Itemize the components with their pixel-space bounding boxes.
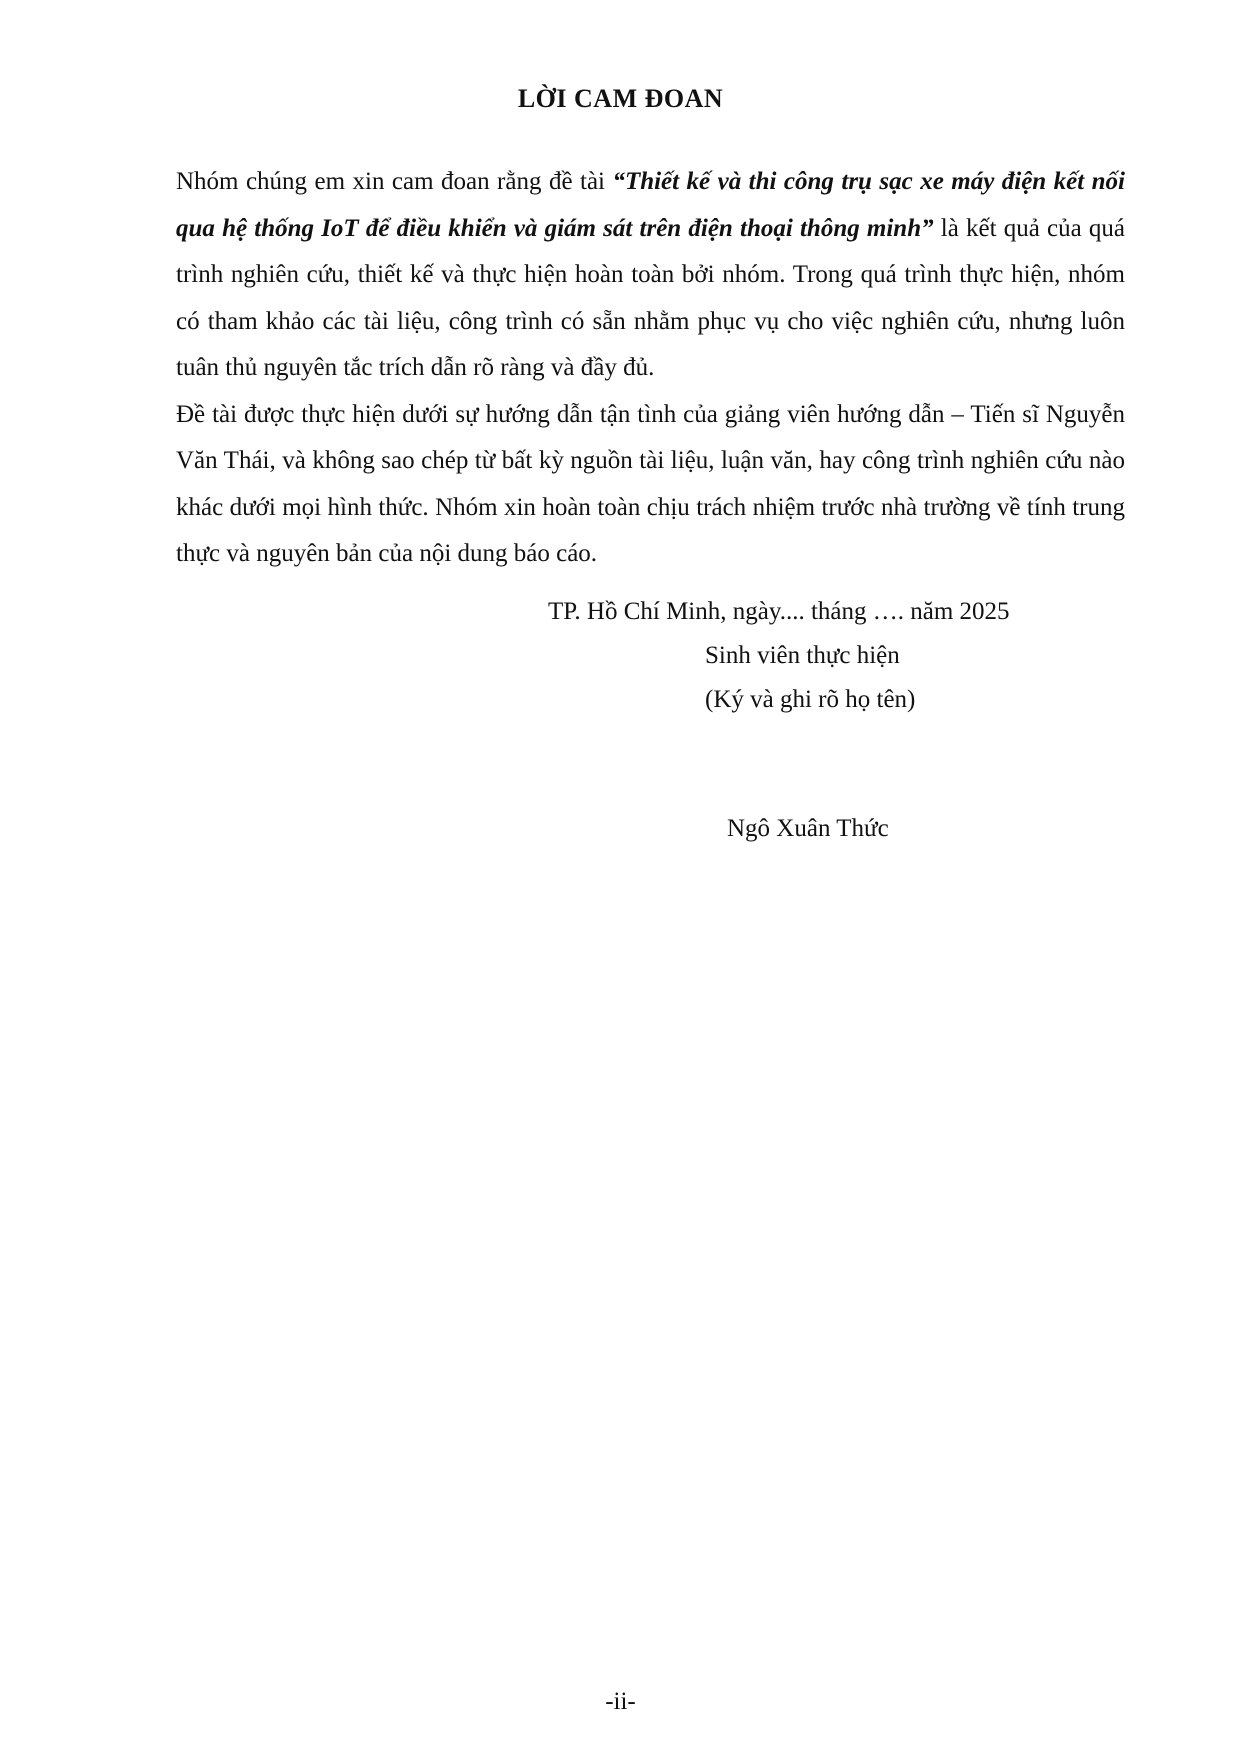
declaration-paragraph-2: Đề tài được thực hiện dưới sự hướng dẫn tận tình của giảng viên hướng dẫn – Tiến sĩ Nguyễn Văn Thái, và không sao chép từ bất kỳ nguồn tài liệu, luận văn, hay công trình nghiên cứu nào khác dưới mọi hình thức. Nhóm xin hoàn toàn chịu trách nhiệm trước nhà trường về tính trung thực và nguyên bản của nội dung báo cáo. [176, 400, 1125, 567]
signature-note: (Ký và ghi rõ họ tên) [705, 686, 916, 713]
paragraph-1-suffix: là kết quả của quá trình nghiên cứu, thiết kế và thực hiện hoàn toàn bởi nhóm. Trong quá trình thực hiện, nhóm có tham khảo các tài liệu, công trình có sẵn nhằm phục vụ cho việc nghiên cứu, nhưng luôn tuân thủ nguyên tắc trích dẫn rõ ràng và đầy đủ. [176, 214, 1125, 381]
project-title: “Thiết kế và thi công trụ sạc xe máy điện kết nối qua hệ thống IoT để điều khiển và giám sát trên điện thoại thông minh” [176, 168, 1125, 242]
signature-place-date: TP. Hồ Chí Minh, ngày.... tháng …. năm 2025 [548, 598, 1010, 625]
page-number: -ii- [605, 1688, 636, 1715]
paragraph-1-prefix: Nhóm chúng em xin cam đoan rằng đề tài [176, 168, 613, 195]
declaration-body [176, 159, 1125, 578]
page-title: LỜI CAM ĐOAN [517, 84, 724, 113]
signature-name: Ngô Xuân Thức [727, 815, 889, 842]
declaration-paragraph-1 [176, 159, 1125, 392]
signature-role: Sinh viên thực hiện [705, 642, 900, 669]
